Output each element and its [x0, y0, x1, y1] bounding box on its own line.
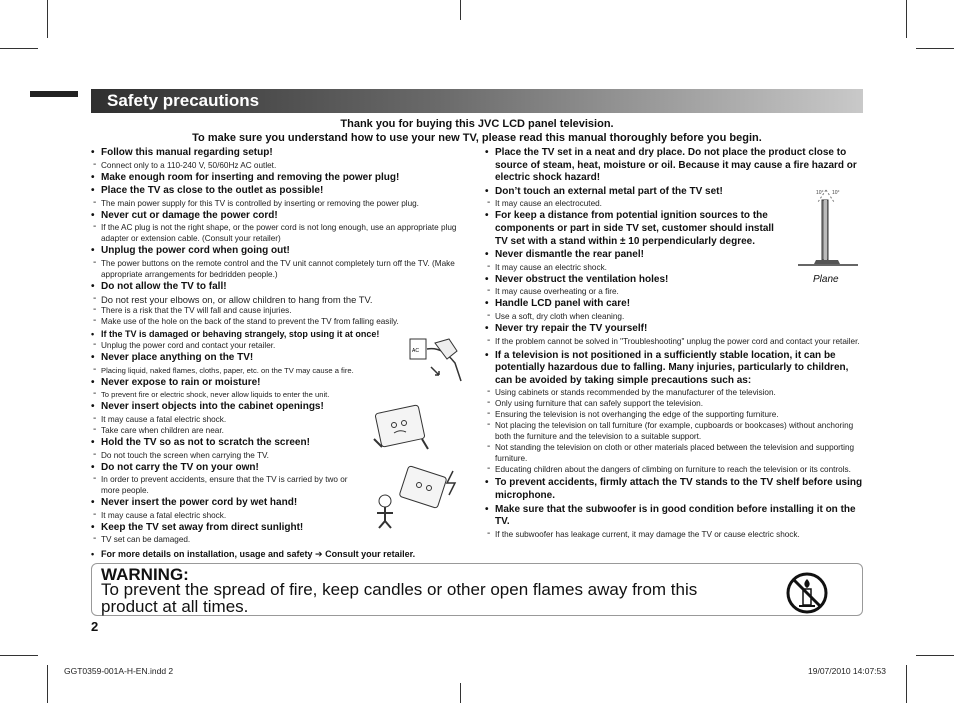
list-item: • Don’t touch an external metal part of the TV set! [485, 186, 863, 199]
list-item: • Never expose to rain or moisture! [91, 377, 466, 390]
tv-insert-objects-illustration [370, 403, 432, 455]
list-subitem: - Use a soft, dry cloth when cleaning. [485, 311, 863, 322]
list-subitem: - There is a risk that the TV will fall and cause injuries. [91, 305, 466, 316]
list-item: • Never try repair the TV yourself! [485, 323, 863, 336]
list-item: • For keep a distance from potential ignition sources to the components or part in side TV set, customer should install TV set with a stand within ± 10 perpendicularly degree. [485, 210, 783, 248]
plane-label: Plane [813, 274, 839, 285]
no-open-flame-icon [785, 571, 829, 615]
list-item: • Never insert objects into the cabinet openings! [91, 401, 466, 414]
list-subitem: - If the problem cannot be solved in "Troubleshooting" unplug the power cord and contact your retailer. [485, 336, 863, 347]
list-subitem: - Not standing the television on cloth or other materials placed between the television and supporting furniture. [485, 442, 863, 464]
list-item: • Follow this manual regarding setup! [91, 147, 466, 160]
list-subitem: - It may cause an electrocuted. [485, 198, 863, 209]
list-item: • Make enough room for inserting and removing the power plug! [91, 172, 466, 185]
list-item: • Never cut or damage the power cord! [91, 210, 466, 223]
footer-timestamp: 19/07/2010 14:07:53 [808, 666, 886, 676]
list-subitem: - Educating children about the dangers of climbing on furniture to reach the television or its controls. [485, 464, 863, 475]
svg-text:AC: AC [412, 348, 419, 354]
list-subitem: - Only using furniture that can safely support the television. [485, 398, 863, 409]
crop-mark [906, 0, 907, 38]
list-subitem: - It may cause a fatal electric shock. [91, 414, 466, 425]
list-item: • Keep the TV set away from direct sunlight! [91, 522, 466, 535]
list-item: • Handle LCD panel with care! [485, 298, 863, 311]
crop-mark [916, 48, 954, 49]
unplug-illustration [405, 333, 465, 383]
list-subitem: - In order to prevent accidents, ensure that the TV is carried by two or more people. [91, 474, 351, 496]
list-item: • Never dismantle the rear panel! [485, 249, 863, 262]
angle-label: 10° [816, 190, 824, 196]
warning-box [91, 563, 863, 616]
list-subitem: - Make use of the hole on the back of the stand to prevent the TV from falling easily. [91, 316, 466, 327]
list-item: • To prevent accidents, firmly attach the TV stands to the TV shelf before using microphone. [485, 477, 863, 502]
list-subitem: - Do not touch the screen when carrying the TV. [91, 450, 466, 461]
tv-falling-illustration [363, 465, 465, 529]
list-subitem: - It may cause a fatal electric shock. [91, 510, 466, 521]
angle-label: 10° [832, 190, 840, 196]
intro-line-2: To make sure you understand how to use your new TV, please read this manual thoroughly before you begin. [192, 132, 762, 144]
crop-mark [0, 655, 38, 656]
list-item: • For more details on installation, usage and safety ➔ Consult your retailer. [91, 548, 466, 561]
list-subitem: - The main power supply for this TV is controlled by inserting or removing the power plug. [91, 198, 466, 209]
list-item: • If a television is not positioned in a sufficiently stable location, it can be potentially hazardous due to falling. Many injuries, particularly to children, can be avoided by taking simple precautions such as: [485, 350, 863, 388]
list-subitem: - Placing liquid, naked flames, cloths, paper, etc. on the TV may cause a fire. [91, 365, 466, 376]
list-item: • Make sure that the subwoofer is in good condition before installing it on the TV. [485, 504, 863, 529]
list-item: • Never place anything on the TV! [91, 352, 466, 365]
footer-filename: GGT0359-001A-H-EN.indd 2 [64, 666, 174, 676]
crop-mark [47, 665, 48, 703]
section-title: Safety precautions [107, 91, 260, 110]
list-subitem: - It may cause overheating or a fire. [485, 286, 863, 297]
crop-mark [906, 665, 907, 703]
list-subitem: - Unplug the power cord and contact your retailer. [91, 340, 466, 351]
list-item: • Place the TV set in a neat and dry place. Do not place the product close to source of steam, heat, moisture or oil. Because it may cause a fire hazard or electric shock hazard! [485, 147, 863, 185]
list-subitem: - Using cabinets or stands recommended by the manufacturer of the television. [485, 387, 863, 398]
warning-title: WARNING: [101, 565, 189, 584]
list-item: • Hold the TV so as not to scratch the screen! [91, 437, 466, 450]
page-number: 2 [91, 619, 99, 634]
list-subitem: - TV set can be damaged. [91, 534, 466, 545]
list-subitem: - It may cause an electric shock. [485, 262, 863, 273]
crop-mark [47, 0, 48, 38]
list-subitem: - If the subwoofer has leakage current, it may damage the TV or cause electric shock. [485, 529, 863, 540]
intro-line-1: Thank you for buying this JVC LCD panel television. [340, 118, 614, 130]
list-item: • Unplug the power cord when going out! [91, 245, 466, 258]
list-item: • Do not carry the TV on your own! [91, 462, 466, 475]
list-subitem: - Ensuring the television is not overhanging the edge of the supporting furniture. [485, 409, 863, 420]
list-subitem: - Take care when children are near. [91, 425, 466, 436]
crop-mark [460, 683, 461, 703]
section-header [91, 89, 863, 113]
warning-text: To prevent the spread of fire, keep candles or other open flames away from this product at all times. [101, 580, 698, 616]
list-subitem: - Do not rest your elbows on, or allow children to hang from the TV. [91, 294, 466, 305]
list-item: • If the TV is damaged or behaving strangely, stop using it at once! [91, 328, 466, 341]
crop-mark [916, 655, 954, 656]
side-tab [30, 91, 78, 97]
list-item: • Place the TV as close to the outlet as possible! [91, 185, 466, 198]
list-item: • Never insert the power cord by wet hand! [91, 497, 466, 510]
crop-mark [0, 48, 38, 49]
list-subitem: - Connect only to a 110-240 V, 50/60Hz AC outlet. [91, 160, 466, 171]
list-item: • Do not allow the TV to fall! [91, 281, 466, 294]
list-subitem: - Not placing the television on tall furniture (for example, cupboards or bookcases) without anchoring both the furniture and the television to a suitable support. [485, 420, 863, 442]
list-subitem: - The power buttons on the remote control and the TV unit cannot completely turn off the TV. (Make appropriate arrangements for bedridden people.) [91, 258, 466, 280]
list-subitem: - To prevent fire or electric shock, never allow liquids to enter the unit. [91, 389, 466, 400]
list-subitem: - If the AC plug is not the right shape, or the power cord is not long enough, use an appropriate plug adapter or extension cable. (Consult your retailer) [91, 222, 466, 244]
list-item: • Never obstruct the ventilation holes! [485, 274, 863, 287]
crop-mark [460, 0, 461, 20]
tv-tilt-diagram [796, 186, 860, 270]
